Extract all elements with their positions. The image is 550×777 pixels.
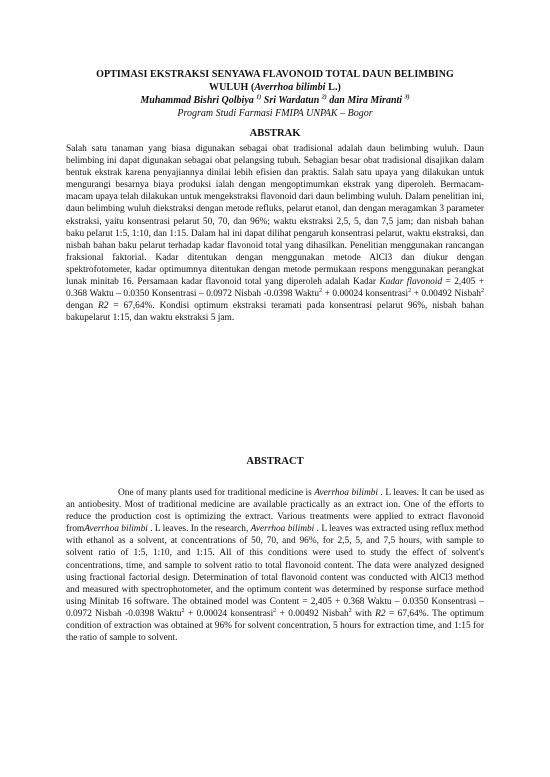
author-3: dan Mira Miranti [326, 95, 403, 106]
title-line-1: OPTIMASI EKSTRAKSI SENYAWA FLAVONOID TOTAL DAUN BELIMBING [96, 69, 454, 80]
author-2: Sri Wardatun [261, 95, 320, 106]
paper-header [52, 68, 498, 120]
title-scientific-name: Averrhoa bilimbi [254, 82, 326, 93]
affiliation: Program Studi Farmasi FMIPA UNPAK – Bogor [177, 108, 373, 119]
author-1: Muhammad Bishri Qolbiya [140, 95, 254, 106]
title-line-2: WULUH (Averrhoa bilimbi L.) [209, 82, 341, 93]
abstrak-body: Salah satu tanaman yang biasa digunakan sebagai obat tradisional adalah daun belimbing wuluh. Daun belimbing ini dapat digunakan sebagai obat pelangsing tubuh. Sebagian besar obat tradisional disajikan dalam bentuk ekstrak karena penyajiannya dinilai lebih efisien dan praktis. Salah satu upaya yang dilakukan untuk mengurangi besarnya biaya produksi ialah dengan mengoptimumkan ekstrak yang diperoleh. Bermacam-macam upaya telah dilakukan untuk mengekstraksi flavonoid dari daun belimbing wuluh. Dalam penelitian ini, daun belimbing wuluh diekstraksi dengan metode refluks, pelarut etanol, dan dengan meragamkan 3 parameter ekstraksi, yaitu konsentrasi pelarut 50, 70, dan 96%; waktu ekstraksi 2,5, 5, dan 7,5 jam; dan nisbah bahan baku pelarut 1:5, 1:10, dan 1:15. Dalam hal ini dapat dilihat pengaruh konsentrasi pelarut, waktu ekstraksi, dan nisbah bahan baku pelarut terhadap kadar flavonoid total yang dihasilkan. Penelitian menggunakan rancangan fraksional faktorial. Kadar ditentukan dengan menggunakan metode AlCl3 dan diukur dengan spektrofotometer, kadar optimumnya ditentukan dengan metode permukaan respons menggunakan perangkat lunak minitab 16. Persamaan kadar flavonoid total yang diperoleh adalah Kadar Kadar flavonoid = 2,405 + 0.368 Waktu – 0.0350 Konsentrasi – 0.0972 Nisbah -0.0398 Waktu$^2$ + 0.00024 konsentrasi$^2$ + 0.00492 Nisbah$^2$ dengan R2 = 67,64%. Kondisi optimum ekstraksi teramati pada konsentrasi pelarut 96%, nisbah bahan bakupelarut 1:15, dan waktu ekstraksi 5 jam. [66, 144, 484, 324]
author-list: Muhammad Bishri Qolbiya $^{1)}$ Sri Wardatun $^{2)}$ dan Mira Miranti $^{3)}$ [140, 94, 410, 106]
abstract-body: One of many plants used for traditional medicine is Averrhoa bilimbi . L leaves. It can be used as an antiobesity. Most of traditional medicine are available practically as an extract ion. One of the efforts to reduce the production cost is optimizing the extract. Various treatments were applied to extract flavonoid fromAverrhoa bilimbi . L leaves. In the research, Averrhoa bilimbi . L leaves was extracted using reflux method with ethanol as a solvent, at concentrations of 50, 70, and 96%, for 2,5, 5, and 7,5 hours, with sample to solvent ratio of 1:5, 1:10, and 1:15. All of this conditions were used to study the effect of solvent's concentrations, time, and sample to solvent ratio to total flavonoid content. The data were analyzed designed using fractional factorial design. Determination of total flavonoid content was conducted with AlCl3 method and measured with spectrophotometer, and the optimum content was determined by response surface method using Minitab 16 software. The obtained model was Content = 2,405 + 0.368 Waktu – 0.0350 Konsentrasi – 0.0972 Nisbah -0.0398 Waktu$^2$ + 0.00024 konsentrasi$^2$ + 0.00492 Nisbah$^2$ with R2 = 67,64%. The optimum condition of extraction was obtained at 96% for solvent concentration, 5 hours for extraction time, and 1:15 for the ratio of sample to solvent. [66, 488, 484, 644]
abstrak-heading: ABSTRAK [249, 128, 301, 139]
paper-title [52, 68, 498, 94]
abstract-heading: ABSTRACT [246, 456, 304, 467]
